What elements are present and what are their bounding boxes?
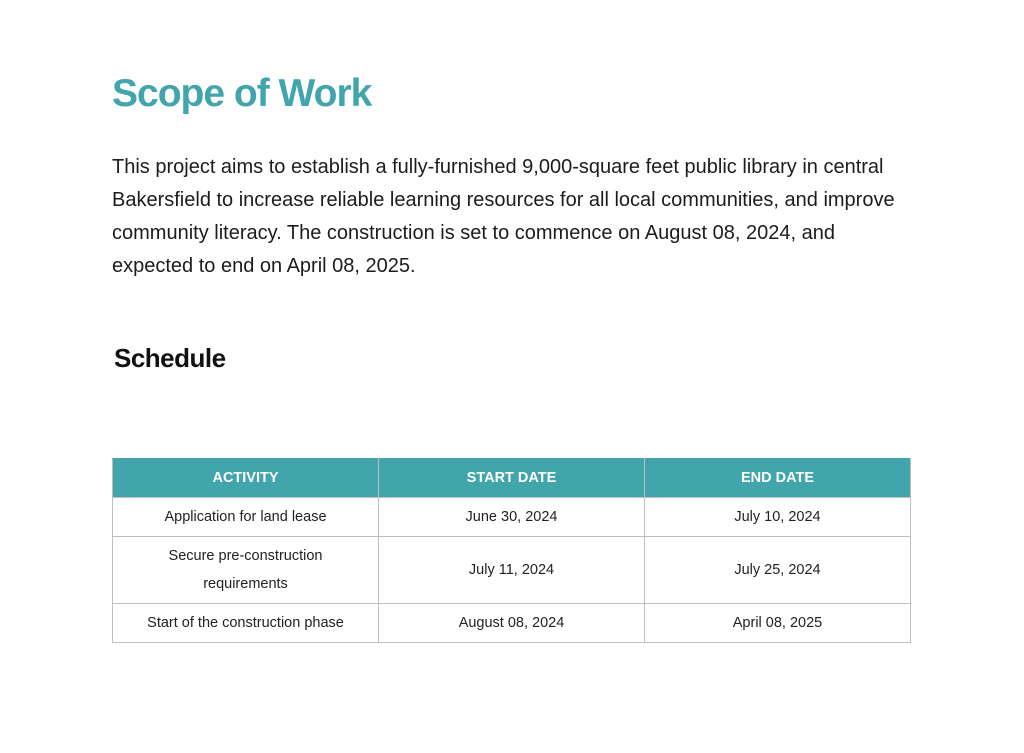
table-row [113, 498, 911, 537]
activity-cell: Secure pre-construction requirements [113, 537, 379, 604]
column-header-start-date: START DATE [379, 459, 645, 498]
table-row [113, 604, 911, 643]
schedule-table [112, 458, 911, 643]
end-date-cell: July 25, 2024 [645, 537, 911, 604]
table-header-row [113, 459, 911, 498]
table-row [113, 537, 911, 604]
schedule-heading: Schedule [114, 343, 226, 373]
start-date-cell: July 11, 2024 [379, 537, 645, 604]
activity-cell: Start of the construction phase [113, 604, 379, 643]
column-header-activity: ACTIVITY [113, 459, 379, 498]
column-header-end-date: END DATE [645, 459, 911, 498]
page-title: Scope of Work [112, 72, 372, 115]
end-date-cell: July 10, 2024 [645, 498, 911, 537]
start-date-cell: August 08, 2024 [379, 604, 645, 643]
intro-paragraph: This project aims to establish a fully-furnished 9,000-square feet public library in central Bakersfield to increase reliable learning resources for all local communities, and improve community literacy. The construction is set to commence on August 08, 2024, and expected to end on April 08, 2025. [112, 156, 895, 277]
end-date-cell: April 08, 2025 [645, 604, 911, 643]
start-date-cell: June 30, 2024 [379, 498, 645, 537]
activity-cell: Application for land lease [113, 498, 379, 537]
